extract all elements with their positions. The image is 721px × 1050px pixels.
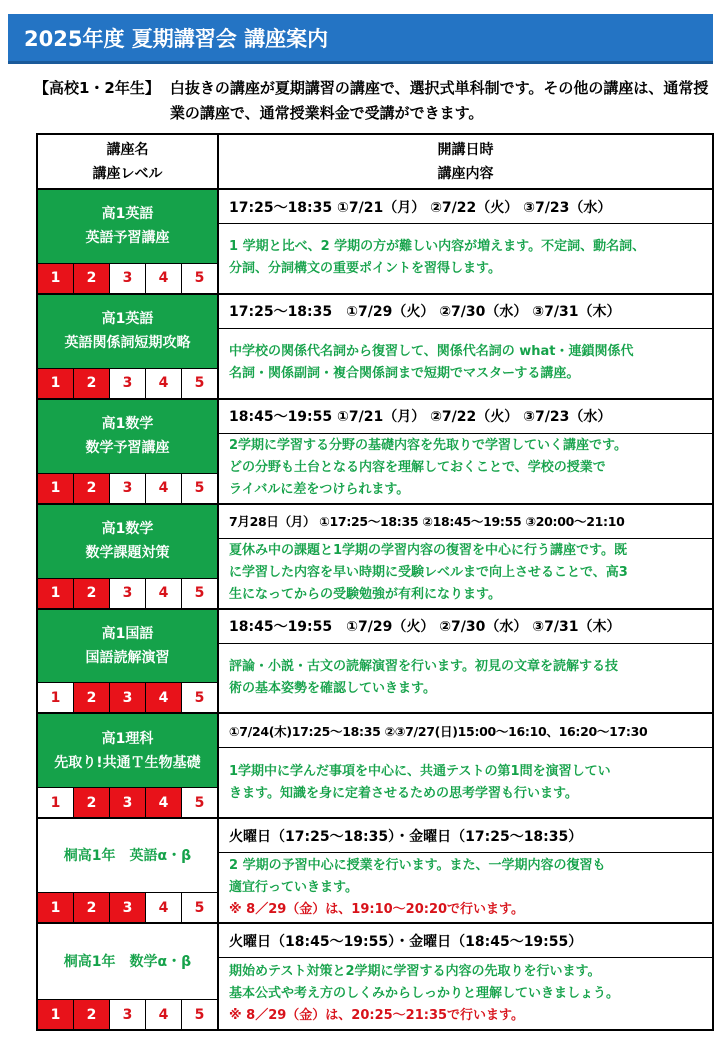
course-note: ※ 8／29（金）は、20:25〜21:35で行います。: [229, 1007, 525, 1023]
header-course-level: 講座レベル: [92, 165, 163, 182]
course-detail: [219, 400, 712, 505]
course-cell: [38, 400, 219, 505]
course-note: ※ 8／29（金）は、19:10〜20:20で行います。: [229, 901, 525, 917]
level-scale: [38, 263, 217, 293]
level-box: 1: [38, 579, 74, 608]
level-box: 1: [38, 369, 74, 398]
course-datetime: 火曜日（17:25〜18:35）・金曜日（17:25〜18:35）: [219, 819, 712, 853]
description-line: 生になってからの受験勉強が有利になります。: [229, 587, 501, 603]
level-box: 2: [74, 474, 110, 503]
description-line: に学習した内容を早い時期に受験レベルまで向上させることで、高3: [229, 565, 628, 581]
level-box: 1: [38, 788, 74, 817]
course-name-line1: 高1国語: [101, 625, 154, 642]
level-box: 3: [110, 788, 146, 817]
description-line: 期始めテスト対策と2学期に学習する内容の先取りを行います。: [229, 963, 601, 979]
level-box: 5: [182, 369, 217, 398]
course-description: [219, 644, 712, 713]
intro-tag: 【高校1・2年生】: [34, 79, 160, 97]
header-datetime: 開講日時: [437, 141, 494, 158]
course-cell: [38, 819, 219, 924]
level-box: 2: [74, 893, 110, 922]
course-detail: [219, 819, 712, 924]
course-description: [219, 434, 712, 503]
description-line: どの分野も土台となる内容を理解しておくことで、学校の授業で: [229, 460, 606, 476]
course-name-line1: 高1理科: [101, 730, 154, 747]
course-description: [219, 224, 712, 293]
level-box: 2: [74, 369, 110, 398]
description-line: 2 学期の予習中心に授業を行います。また、一学期内容の復習も: [229, 857, 606, 873]
course-detail: [219, 610, 712, 715]
level-box: 2: [74, 579, 110, 608]
table-header-left: [38, 135, 219, 190]
level-box: 1: [38, 683, 74, 712]
table-header-right: [219, 135, 712, 190]
course-datetime: 17:25〜18:35 ①7/21（月） ②7/22（火） ③7/23（水）: [219, 190, 712, 224]
level-box: 4: [146, 1000, 182, 1029]
level-box: 5: [182, 788, 217, 817]
course-name-line2: 英語予習講座: [85, 230, 170, 247]
level-scale: [38, 473, 217, 503]
course-name: [38, 610, 217, 683]
level-scale: [38, 999, 217, 1029]
course-cell: [38, 610, 219, 715]
level-box: 2: [74, 264, 110, 293]
header-course-name: 講座名: [106, 141, 149, 158]
course-cell: [38, 924, 219, 1029]
course-description: [219, 329, 712, 398]
description-line: 基本公式や考え方のしくみからしっかりと理解していきましょう。: [229, 985, 620, 1001]
description-line: 2学期に学習する分野の基礎内容を先取りで学習していく講座です。: [229, 438, 628, 454]
level-box: 4: [146, 683, 182, 712]
description-line: 1学期中に学んだ事項を中心に、共通テストの第1問を演習してい: [229, 763, 611, 779]
level-box: 4: [146, 579, 182, 608]
course-detail: [219, 505, 712, 610]
course-name: [38, 819, 217, 892]
level-box: 4: [146, 369, 182, 398]
description-line: 夏休み中の課題と1学期の学習内容の復習を中心に行う講座です。既: [229, 543, 628, 559]
course-name-line2: 英語関係詞短期攻略: [64, 335, 191, 352]
level-box: 5: [182, 264, 217, 293]
page-header: [8, 14, 713, 64]
level-box: 1: [38, 1000, 74, 1029]
level-box: 3: [110, 474, 146, 503]
course-name-line1: 高1英語: [101, 206, 154, 223]
course-name-line1: 高1数学: [101, 416, 154, 433]
course-name-line1: 桐高1年 英語α・β: [63, 847, 192, 864]
course-description: [219, 748, 712, 817]
level-box: 2: [74, 788, 110, 817]
level-scale: [38, 892, 217, 922]
level-box: 4: [146, 264, 182, 293]
course-cell: [38, 295, 219, 400]
course-detail: [219, 714, 712, 819]
level-box: 2: [74, 683, 110, 712]
level-box: 5: [182, 1000, 217, 1029]
level-box: 5: [182, 893, 217, 922]
level-box: 2: [74, 1000, 110, 1029]
page-title: 2025年度 夏期講習会 講座案内: [24, 26, 329, 51]
course-name: [38, 924, 217, 999]
level-scale: [38, 682, 217, 712]
course-detail: [219, 295, 712, 400]
level-box: 4: [146, 893, 182, 922]
course-name: [38, 400, 217, 473]
description-line: 適宜行っていきます。: [229, 879, 358, 895]
level-box: 3: [110, 369, 146, 398]
course-description: [219, 539, 712, 608]
course-datetime: 18:45〜19:55 ①7/21（月） ②7/22（火） ③7/23（水）: [219, 400, 712, 434]
description-line: 評論・小説・古文の読解演習を行います。初見の文章を読解する技: [229, 658, 618, 674]
course-name: [38, 505, 217, 578]
course-name: [38, 190, 217, 263]
course-description: [219, 958, 712, 1029]
level-scale: [38, 787, 217, 817]
course-name: [38, 714, 217, 787]
level-box: 3: [110, 1000, 146, 1029]
course-datetime: 火曜日（18:45〜19:55）・金曜日（18:45〜19:55）: [219, 924, 712, 958]
course-datetime: 17:25〜18:35 ①7/29（火） ②7/30（水） ③7/31（木）: [219, 295, 712, 329]
course-name-line1: 桐高1年 数学α・β: [63, 953, 192, 970]
level-box: 1: [38, 474, 74, 503]
level-box: 1: [38, 264, 74, 293]
course-name-line2: 数学予習講座: [85, 440, 170, 457]
course-table: [36, 133, 714, 1031]
course-name-line2: 数学課題対策: [85, 545, 170, 562]
intro-text: 白抜きの講座が夏期講習の講座で、選択式単科制です。その他の講座は、通常授業の講座で、通常授業料金で受講ができます。: [169, 79, 709, 122]
level-box: 3: [110, 893, 146, 922]
level-scale: [38, 578, 217, 608]
level-box: 3: [110, 264, 146, 293]
description-line: 分詞、分詞構文の重要ポイントを習得します。: [229, 261, 501, 277]
course-description: [219, 853, 712, 922]
course-cell: [38, 190, 219, 295]
description-line: 中学校の関係代名詞から復習して、関係代名詞の what・連鎖関係代: [229, 344, 634, 360]
course-name-line2: 先取り!共通Ｔ生物基礎: [54, 754, 201, 771]
description-line: きます。知識を身に定着させるための思考学習も行います。: [229, 785, 578, 801]
course-datetime: 18:45〜19:55 ①7/29（火） ②7/30（水） ③7/31（木）: [219, 610, 712, 644]
level-box: 4: [146, 474, 182, 503]
level-box: 5: [182, 579, 217, 608]
level-box: 5: [182, 474, 217, 503]
level-box: 3: [110, 683, 146, 712]
course-name: [38, 295, 217, 368]
level-box: 4: [146, 788, 182, 817]
description-line: ライバルに差をつけられます。: [229, 482, 410, 498]
course-name-line1: 高1数学: [101, 521, 154, 538]
course-detail: [219, 190, 712, 295]
level-box: 1: [38, 893, 74, 922]
header-content: 講座内容: [437, 165, 494, 182]
description-line: 1 学期と比べ、2 学期の方が難しい内容が増えます。不定詞、動名詞、: [229, 239, 646, 255]
course-name-line1: 高1英語: [101, 311, 154, 328]
course-cell: [38, 505, 219, 610]
intro: [34, 76, 714, 126]
description-line: 名詞・関係副詞・複合関係詞まで短期でマスターする講座。: [229, 366, 580, 382]
course-cell: [38, 714, 219, 819]
course-name-line2: 国語読解演習: [85, 649, 170, 666]
course-detail: [219, 924, 712, 1029]
course-datetime: 7月28日（月） ①17:25〜18:35 ②18:45〜19:55 ③20:00〜21:10: [219, 505, 712, 539]
level-box: 3: [110, 579, 146, 608]
level-box: 5: [182, 683, 217, 712]
description-line: 術の基本姿勢を確認していきます。: [229, 680, 436, 696]
level-scale: [38, 368, 217, 398]
course-datetime: ①7/24(木)17:25〜18:35 ②③7/27(日)15:00〜16:10、16:20〜17:30: [219, 714, 712, 748]
